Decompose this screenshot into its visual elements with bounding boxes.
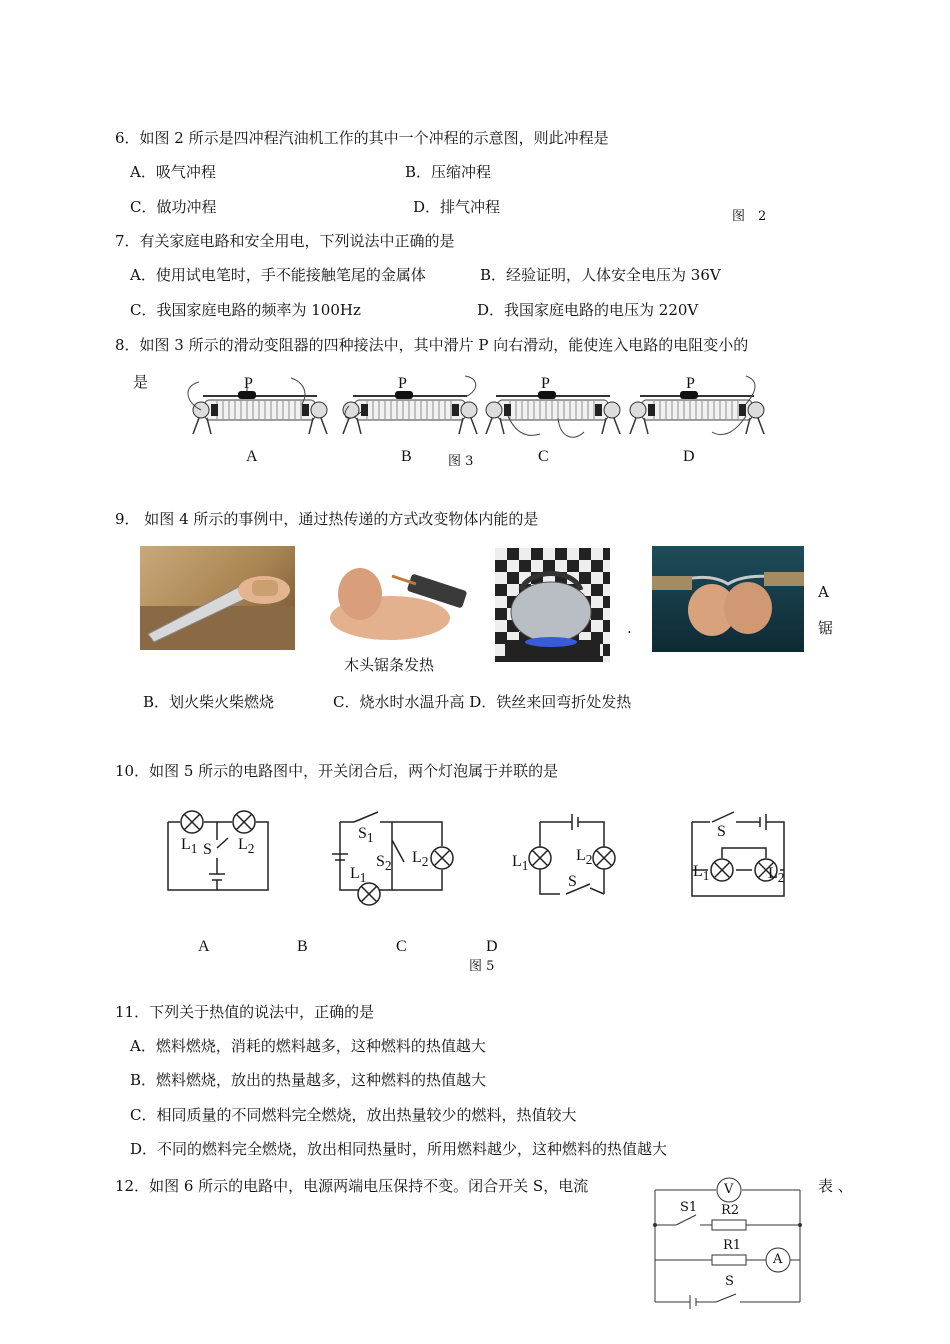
rheostat-c-slider-label: P [541,375,550,392]
rheostat-b-slider-label: P [398,375,407,392]
q11-option-c: C．相同质量的不同燃料完全燃烧，放出热量较少的燃料，热值较大 [130,1106,577,1124]
rheostat-b-label: B [401,448,412,465]
circuit-a-l1: $L_1$ [181,836,198,857]
q11-option-a: A．燃料燃烧，消耗的燃料越多，这种燃料的热值越大 [130,1037,486,1055]
fig6-switch-label: S [725,1274,734,1289]
circuit-a-label: A [198,938,210,955]
q6-figure-label: 图 2 [732,209,767,224]
q7-stem: 7．有关家庭电路和安全用电，下列说法中正确的是 [115,232,455,250]
q8-figure-label: 图 3 [448,454,474,469]
q6-option-c: C．做功冲程 [130,198,217,216]
q9-side-saw: 锯 [818,619,834,637]
rheostat-c-label: C [538,448,549,465]
circuit-a-switch: S [203,841,212,858]
q9-side-a: A [818,583,829,601]
q7-option-a: A．使用试电笔时，手不能接触笔尾的金属体 [130,266,426,284]
circuit-b-l1: $L_1$ [350,865,367,886]
circuit-c-label: C [396,938,407,955]
q12-stem-tail: 表 、 [818,1177,853,1195]
q8-stem: 8．如图 3 所示的滑动变阻器的四种接法中，其中滑片 P 向右滑动，能使连入电路的电阻变小的 [115,336,749,354]
q9-option-cd: C．烧水时水温升高 D．铁丝来回弯折处发热 [333,693,632,711]
circuit-d-switch: S [717,823,726,840]
q10-figure-label: 图 5 [469,959,495,974]
q6-stem: 6．如图 2 所示是四冲程汽油机工作的其中一个冲程的示意图，则此冲程是 [115,129,609,147]
circuit-c-l2: $L_2$ [576,847,593,868]
q9-caption-a: 木头锯条发热 [344,656,435,674]
fig6-s1-label: S1 [680,1200,698,1215]
circuit-c-l1: $L_1$ [512,853,529,874]
circuit-b-s2: $S_2$ [376,853,392,874]
rheostat-a-label: A [246,448,258,465]
q11-option-d: D．不同的燃料完全燃烧，放出相同热量时，所用燃料越少，这种燃料的热值越大 [130,1140,668,1158]
q9-option-b: B．划火柴火柴燃烧 [143,693,275,711]
circuit-b-label: B [297,938,308,955]
circuit-d-label: D [486,938,498,955]
fig6-r1-label: R1 [723,1238,742,1253]
rheostat-d-slider-label: P [686,375,695,392]
q6-option-a: A．吸气冲程 [130,163,216,181]
q12-stem: 12．如图 6 所示的电路中，电源两端电压保持不变。闭合开关 S，电流 [115,1177,589,1195]
circuit-d-l2: $L_2$ [768,865,785,886]
rheostat-a-slider-label: P [244,375,253,392]
fig6-voltmeter-label: V [724,1182,734,1197]
q11-option-b: B．燃料燃烧，放出的热量越多，这种燃料的热值越大 [130,1071,487,1089]
q9-dot: . [627,619,632,637]
q6-option-b: B．压缩冲程 [405,163,492,181]
q7-option-b: B．经验证明，人体安全电压为 36V [480,266,721,284]
q9-stem: 9． 如图 4 所示的事例中，通过热传递的方式改变物体内能的是 [115,510,539,528]
circuit-b-s1: $S_1$ [358,825,374,846]
q10-stem: 10．如图 5 所示的电路图中，开关闭合后，两个灯泡属于并联的是 [115,762,559,780]
fig6-r2-label: R2 [721,1203,740,1218]
circuit-c-switch: S [568,873,577,890]
circuit-d-l1: $L_1$ [693,863,710,884]
q7-option-d: D．我国家庭电路的电压为 220V [477,301,699,319]
rheostat-d-label: D [683,448,695,465]
q7-option-c: C．我国家庭电路的频率为 100Hz [130,301,361,319]
fig6-ammeter-label: A [773,1252,783,1267]
circuit-a-l2: $L_2$ [238,836,255,857]
q11-stem: 11．下列关于热值的说法中，正确的是 [115,1003,375,1021]
circuit-b-l2: $L_2$ [412,849,429,870]
q8-stem-end: 是 [133,373,149,391]
q6-option-d: D．排气冲程 [413,198,501,216]
